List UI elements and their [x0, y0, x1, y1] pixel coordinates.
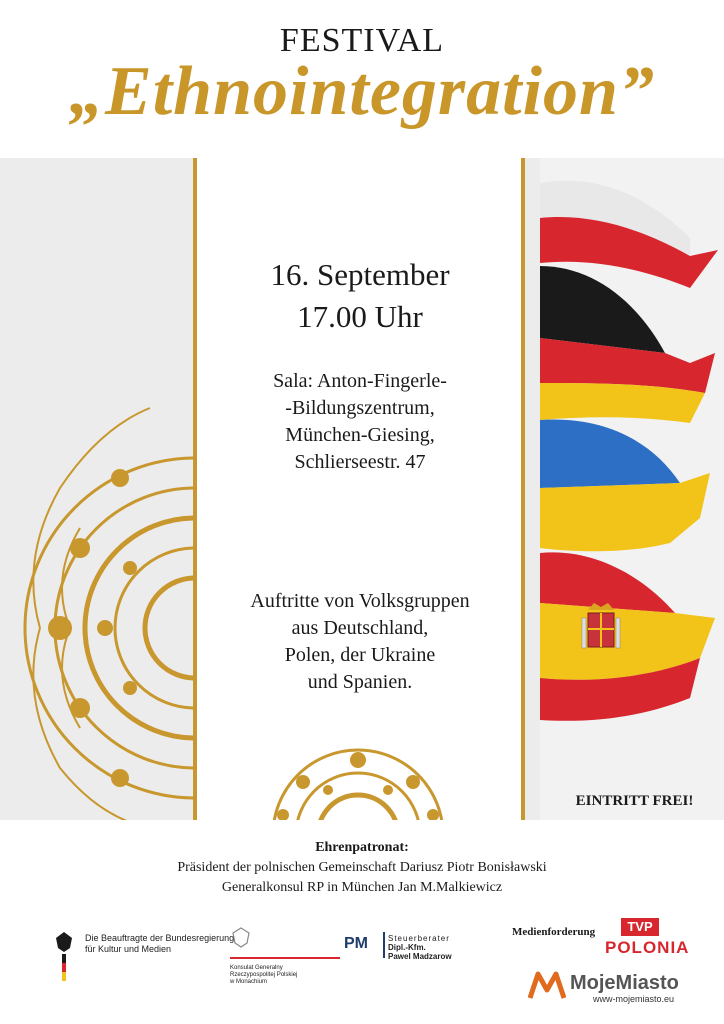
event-date: 16. September: [270, 257, 450, 292]
right-gold-divider: [521, 158, 525, 820]
konsulat-logo-text: [230, 965, 340, 986]
free-entry-label: EINTRITT FREI!: [575, 793, 694, 809]
venue-line: Schlierseestr. 47: [294, 451, 426, 473]
mojemiasto-url: www-mojemiasto.eu: [593, 994, 675, 1004]
description-line: aus Deutschland,: [291, 617, 429, 639]
steuer-line: Steuerberater: [388, 934, 450, 943]
steuer-logo-divider: [383, 932, 385, 958]
german-eagle-flag-icon: [52, 930, 76, 982]
patronage-line: Präsident der polnischen Gemeinschaft Dariusz Piotr Bonisławski: [177, 860, 547, 875]
mojemiasto-m-icon: [528, 970, 566, 1000]
tvp-logo: TVP: [621, 918, 659, 936]
description-line: Auftritte von Volksgruppen: [250, 590, 470, 612]
venue-line: Sala: Anton-Fingerle-: [273, 370, 447, 392]
left-mandala-ornament: [0, 158, 193, 820]
konsulat-line: w Monachium: [230, 979, 268, 985]
mojemiasto-logo-text: MojeMiasto: [570, 972, 679, 994]
venue-line: München-Giesing,: [285, 424, 435, 446]
left-gold-divider: [193, 158, 197, 820]
konsulat-line: Rzeczypospolitej Polskiej: [230, 972, 298, 978]
steuerberater-logo-text: [388, 934, 488, 961]
bkm-logo-text: [85, 933, 234, 955]
germany-flag-black-stripe: [540, 266, 665, 353]
polish-eagle-icon: [230, 925, 340, 963]
konsulat-line: Konsulat Generalny: [230, 965, 283, 971]
description-line: und Spanien.: [307, 671, 413, 693]
patronage-heading: Ehrenpatronat:: [315, 840, 409, 855]
waving-flags-illustration: [540, 158, 724, 778]
event-description: [200, 588, 520, 696]
festival-title: „Ethnointegration”: [69, 53, 655, 130]
venue-line: -Bildungszentrum,: [285, 397, 435, 419]
ukraine-flag-blue-stripe: [540, 420, 680, 488]
bkm-line: Die Beauftragte der Bundesregierung: [85, 933, 235, 943]
steuer-pm-logo: PM: [344, 935, 368, 952]
steuer-line: Pawel Madzarow: [388, 952, 452, 961]
description-line: Polen, der Ukraine: [284, 644, 436, 666]
media-sponsorship-label: Medienforderung: [512, 926, 596, 938]
event-time: 17.00 Uhr: [297, 299, 423, 334]
honorary-patronage: [0, 838, 724, 898]
bottom-mandala-ornament: [258, 740, 458, 820]
bkm-line: für Kultur und Medien: [85, 944, 172, 954]
steuer-line: Dipl.-Kfm.: [388, 943, 426, 952]
event-venue: [200, 368, 520, 476]
polonia-logo-text: POLONIA: [605, 938, 690, 957]
patronage-line: Generalkonsul RP in München Jan M.Malkiewicz: [221, 880, 503, 895]
festival-heading: FESTIVAL: [279, 22, 445, 59]
